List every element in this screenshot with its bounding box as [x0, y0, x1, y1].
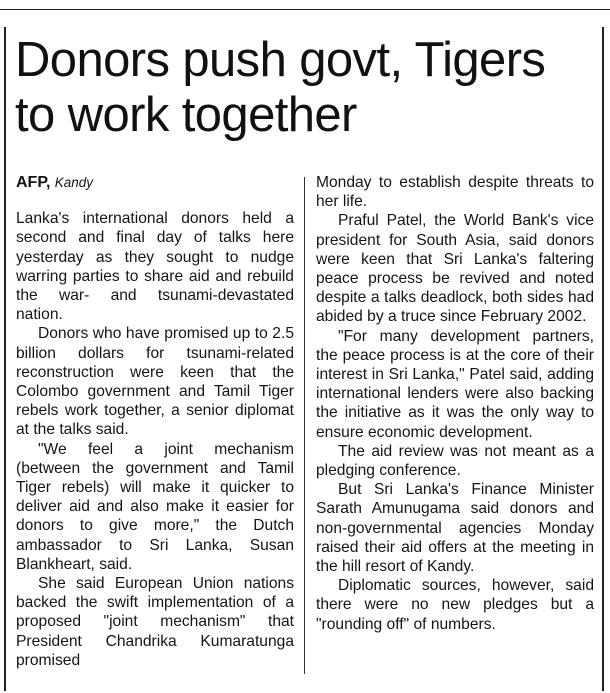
paragraph: She said European Union nations backed the swift implementation of a proposed "joint mechanism" that President Chandrika Kumaratunga promised	[16, 575, 294, 669]
headline	[15, 33, 600, 143]
paragraph: Praful Patel, the World Bank's vice president for South Asia, said donors were keen that Sri Lanka's faltering peace process be revived and noted despite a talks deadlock, both sides had abided by a truce since February 2002.	[316, 212, 594, 326]
headline-line-2: to work together	[15, 88, 357, 142]
byline-place: Kandy	[54, 175, 94, 190]
paragraph: Diplomatic sources, however, said there were no new pledges but a "rounding off" of numbers.	[316, 577, 594, 633]
paragraph: "For many development partners, the peace process is at the core of their interest in Sri Lanka," Patel said, adding international lenders were also backing the initiative as it was the only way to ensure economic development.	[316, 327, 594, 441]
paragraph: Lanka's international donors held a second and final day of talks here yesterday as they sought to nudge warring parties to share aid and rebuild the war- and tsunami-devastated nation.	[16, 210, 294, 324]
paragraph: "We feel a joint mechanism (between the government and Tamil Tiger rebels) will make it quicker to deliver aid and also make it easier for donors to give more," the Dutch ambassador to Sri Lanka, Susan Blankheart, said.	[16, 440, 294, 573]
top-rule	[0, 9, 610, 10]
paragraph: But Sri Lanka's Finance Minister Sarath Amunugama said donors and non-governmental agencies Monday raised their aid offers at the meeting in the hill resort of Kandy.	[316, 481, 594, 576]
right-column	[316, 173, 594, 634]
paragraph: The aid review was not meant as a pledging conference.	[316, 442, 594, 480]
byline-agency: AFP,	[16, 174, 51, 191]
byline	[16, 173, 294, 192]
paragraph: Monday to establish despite threats to her life.	[316, 174, 594, 211]
left-column	[16, 173, 294, 670]
paragraph: Donors who have promised up to 2.5 billion dollars for tsunami-related reconstruction were keen that the Colombo government and Tamil Tiger rebels work together, a senior diplomat at the talks said.	[16, 325, 294, 439]
headline-line-1: Donors push govt, Tigers	[15, 33, 546, 87]
column-divider	[304, 177, 305, 674]
